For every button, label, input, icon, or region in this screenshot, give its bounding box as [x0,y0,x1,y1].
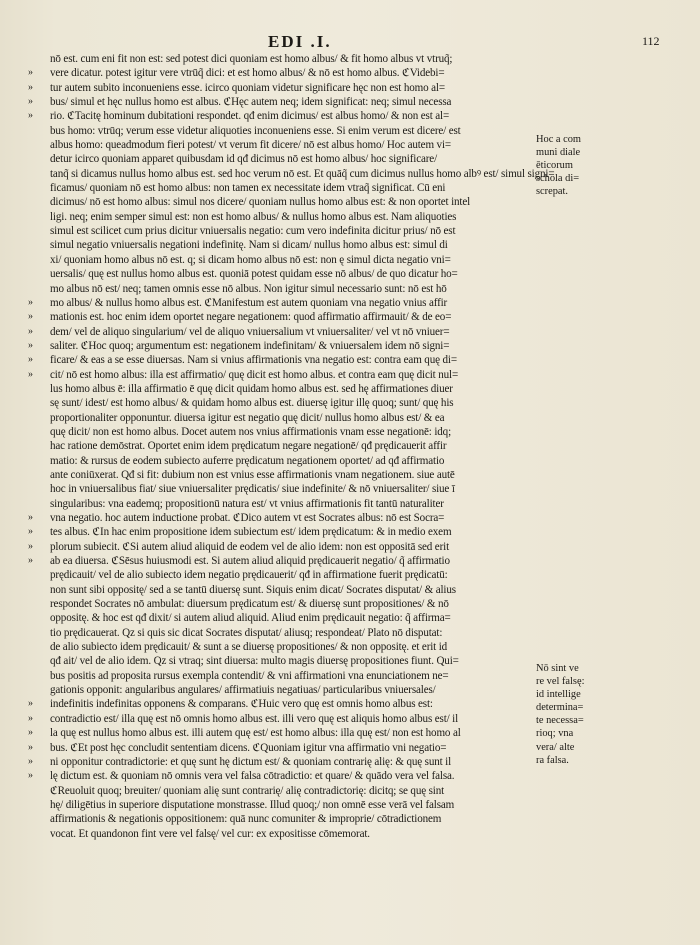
quotation-mark-glyph: » [28,555,32,567]
text-line-content: singularibus: vna eademq; propositionū natura est/ vt vnius affirmationis fit tantū naturaliter [50,497,444,510]
text-line [50,454,534,468]
text-line-content: hoc in vniuersalibus fiat/ siue vniuersaliter prędicatis/ siue indefinite/ & nō vniuersaliter/ siue ī [50,483,455,496]
text-line [50,167,555,181]
marginal-note-line: screpat. [536,186,569,198]
quotation-mark-glyph: » [28,311,32,323]
text-line [50,640,534,654]
text-line-content: qđ ait/ vel de alio idem. Qz si vtraq; sint diuersa: multo magis diuersę propositiones fiunt. Qui= [50,655,459,668]
quotation-mark-glyph: » [28,110,32,122]
text-line [28,109,534,123]
text-line-content: plorum subiecit. ℭSi autem aliud aliquid de eodem vel de alio idem: non est oppositā sed erit [50,540,449,553]
text-line [28,511,534,525]
text-line [28,296,534,310]
folio-number: 112 [642,34,660,48]
quotation-mark-glyph: » [28,741,32,753]
text-line [50,267,534,281]
running-head [0,30,700,54]
text-line [28,353,534,367]
quotation-mark-glyph: » [28,354,32,366]
text-line-content: tes albus. ℭIn hac enim propositione idem subiectum est/ idem prędicatum: & in medio exem [50,526,452,539]
quotation-mark-glyph: » [28,512,32,523]
text-line [50,425,534,439]
text-line [50,812,534,826]
marginal-note-line: ra falsa. [536,754,569,766]
marginal-note-true-false [536,662,628,767]
text-line-content: simul est scilicet cum prius dicitur vniuersalis negatio: cum vero indefinita dicitur prius/ nō est [50,225,456,238]
text-line [50,497,534,511]
text-line-content: contradictio est/ illa quę est nō omnis homo albus est. illi vero quę est aliquis homo albus est/ il [50,712,459,725]
quotation-mark-glyph: » [28,540,32,552]
text-line [28,540,534,554]
text-line [50,482,534,496]
text-line-content: matio: & rursus de eodem subiecto auferre prędicatum negationem oportet/ ad qđ affirmatio [50,454,445,467]
text-line-content: bus/ simul et hęc nullus homo est albus. ℭHęc autem neq; idem significat: neq; simul necessa [50,96,452,109]
marginal-note-line: te necessa= [536,715,584,727]
text-line [50,52,534,66]
text-line-content: indefinitis indefinitas opponens & comparans. ℭHuic vero quę est omnis homo albus est: [50,698,433,711]
marginal-note-line: id intellige [536,689,581,701]
text-line [28,325,534,339]
marginal-note-line: vera/ alte [536,741,575,753]
marginal-note-line: ēticorum [536,160,573,172]
text-line [50,210,534,224]
text-line-content: ficamus/ quoniam nō est homo albus: non tamen ex necessitate idem vtraq̃ significat. Cū eni [50,182,446,195]
text-line-content: albus homo: queadmodum fieri potest/ vt verum fit dicere/ nō est albus homo/ Hoc autem vi= [50,139,451,152]
text-line [50,583,534,597]
text-line-content: cit/ nō est homo albus: illa est affirmatio/ quę dicit est homo albus. et contra eam quę dicit nul= [50,368,459,381]
quotation-mark-glyph: » [28,770,32,782]
text-line [50,798,534,812]
text-line [50,224,534,238]
text-line [28,95,534,109]
text-line [28,66,534,80]
text-line-content: ante coniūxerat. Qđ si fit: dubium non est vnius esse affirmationis vnam negationem. siue autē [50,468,455,481]
text-line-content: vna negatio. hoc autem inductione probat. ℭDico autem vt est Socrates albus: nō est Socra= [50,512,445,524]
marginal-note-line: schola di= [536,173,580,185]
text-line-content: oppositę. & hoc est qđ dixit/ si autem aliud aliquid. Aliud enim prędicauit negatio: q̃ affirma= [50,612,451,625]
text-line [50,568,534,582]
text-line [50,282,534,296]
quotation-mark-glyph: » [28,526,32,538]
text-line-content: ℭReuoluit quoq; breuiter/ quoniam alię sunt contrarię/ alię contradictorię: dicitq; se quę sint [50,784,445,797]
text-line [28,554,534,568]
text-line [50,784,534,798]
quotation-mark-glyph: » [28,296,32,308]
marginal-note-line: rioq; vna [536,728,574,740]
text-line-content: proportionaliter opponuntur. diuersa igitur est negatio quę dicit/ nullus homo albus est/ & ea [50,411,445,424]
quotation-mark-glyph: » [28,96,32,108]
marginal-note-line: Hoc a com [536,134,582,145]
text-line [50,152,534,166]
text-line [50,411,534,425]
text-line-content: la quę est nullus homo albus est. illi autem quę est/ est homo albus: illa quę est/ non est homo al [50,727,461,740]
text-line-content: respondet Socrates nō ambulat: diuersum prędicatum est/ & diuersę sunt propositiones/ & nō [50,598,449,611]
text-line [50,253,534,267]
text-line-content: simul negatio vniuersalis negationi indefinitę. Nam si dicam/ nullus homo albus est: simul di [50,239,448,252]
text-line [28,525,534,539]
text-line-content: tio prędicauerat. Qz si quis sic dicat Socrates disputat/ aliusq; respondeat/ Plato nō disputat: [50,626,443,639]
marginal-note-dialectic [536,133,628,198]
text-line-content: mo albus/ & nullus homo albus est. ℭManifestum est autem quoniam vna negatio vnius affir [50,296,448,309]
text-line-content: mo albus nō est/ neq; tamen omnis esse nō albus. Non igitur simul necessario sunt: nō est hō [50,282,447,295]
text-line-content: dicimus/ nō est homo albus: simul nos dicere/ quoniam nullus homo albus est: & non oportet intel [50,196,471,209]
text-line [28,81,534,95]
text-line-content: rio. ℭTacitę hominum dubitationi respondet. qđ enim dicimus/ est albus homo/ & non est al= [50,110,450,123]
text-line-content: tanq̃ si dicamus nullus homo albus est. sed hoc verum nō est. Et quāq̃ cum dicimus nullus homo albꝰ est/ simul signi= [50,167,555,180]
text-line-content: tur autem subito inconueniens esse. icirco quoniam videtur significare hęc non est homo al= [50,81,445,94]
text-line-content: dem/ vel de aliquo singularium/ vel de aliquo vniuersalium vt vniuersaliter/ vel vt nō vniuer= [50,325,450,338]
text-line-content: de alio subiecto idem prędicauit/ & sunt a se diuersę propositiones/ & non oppositę. et erit id [50,641,448,654]
text-line-content: ligi. neq; enim semper simul est: non est homo albus/ & nullus homo albus est. Nam aliquoties [50,210,457,223]
text-line-content: hę/ diligētius in superiore disputatione monstrasse. Illud quoq;/ non omnē esse verā vel falsam [50,798,455,811]
text-line [50,611,534,625]
text-line-content: uersalis/ quę est nullus homo albus est. quoniā potest quidam esse nō albus/ de quo dicatur ho= [50,268,458,281]
text-line-content: lus homo albus ē: illa affirmatio ē quę dicit quidam homo albus est. sed hę affirmationes diuer [50,382,453,395]
text-line-content: lę dictum est. & quoniam nō omnis vera vel falsa cōtradictio: et quare/ & quādo vera vel falsa. [50,770,455,783]
text-line [28,712,534,726]
text-line [50,597,534,611]
text-line-content: quę dicit/ non est homo albus. Docet autem nos vnius affirmationis vnam esse negationē: idq; [50,425,452,438]
text-line-content: xi/ quoniam homo albus nō est. q; si dicam homo albus nō est: non ę simul dicta negatio vni= [50,253,451,266]
quotation-mark-glyph: » [28,368,32,380]
text-line-content: vere dicatur. potest igitur vere vtrūq̃ dici: et est homo albus/ & nō est homo albus. ℭVidebi= [50,67,445,80]
quotation-mark-glyph: » [28,698,32,710]
quotation-mark-glyph: » [28,81,32,93]
text-line-content: ni opponitur contradictorie: et quę sunt hę dictum est/ & quoniam contrarię alię: & quę sunt il [50,755,452,768]
text-line-content: bus homo: vtrūq; verum esse videtur aliquoties inconueniens esse. Si enim verum est dicere/ est [50,124,461,137]
text-line [50,195,534,209]
text-line [28,741,534,755]
text-line [50,654,534,668]
quotation-mark-glyph: » [28,727,32,739]
text-line [28,339,534,353]
text-line-content: mationis est. hoc enim idem oportet negare negationem: quod affirmatio affirmauit/ & de eo= [50,311,452,324]
marginal-note-line: re vel falsę: [536,676,585,688]
text-line [50,468,534,482]
text-line [50,396,534,410]
text-line-content: ab ea diuersa. ℭSēsus huiusmodi est. Si autem aliud aliquid prędicauerit negatio/ q̃ affirmatio [50,555,450,568]
text-line-content: ficare/ & eas a se esse diuersas. Nam si vnius affirmationis vna negatio est: contra eam quę di= [50,354,457,367]
text-line [28,368,534,382]
quotation-mark-glyph: » [28,67,32,79]
text-line [28,726,534,740]
text-line-content: detur icirco quoniam apparet quibusdam id qđ dicimus nō est homo albus/ hoc significare/ [50,153,438,166]
marginal-note-line: Nō sint ve [536,663,579,674]
text-line [28,769,534,783]
quotation-mark-glyph: » [28,325,32,337]
text-line [50,669,534,683]
text-line-content: prędicauit/ vel de alio subiecto idem negatio prędicauerit/ qđ in affirmatione fuerit prędicatū: [50,569,448,582]
text-line [50,382,534,396]
quotation-mark-glyph: » [28,339,32,351]
text-line [28,697,534,711]
marginal-note-line: muni diale [536,147,581,159]
text-line-content: affirmationis & negationis oppositionem: quā nunc comuniter & improprie/ cōtradictionem [50,813,442,826]
text-line [50,124,534,138]
text-line-content: bus. ℭEt post hęc concludit sententiam dicens. ℭQuoniam igitur vna affirmatio vni negatio= [50,741,447,754]
text-line-content: vocat. Et quandonon fint vere vel falsę/ vel cur: ex expositisse cōmemorat. [50,827,370,840]
text-line [50,439,534,453]
text-line [28,310,534,324]
page-title: EDI .I. [268,32,332,51]
text-line [50,138,534,152]
text-line-content: bus positis ad proposita rursus exempla contendit/ & vni affirmationi vna enunciationem ne= [50,669,449,682]
text-line-content: non sunt sibi oppositę/ sed a se tantū diuersę sunt. Siquis enim dicat/ Socrates disputat/ & alius [50,583,456,596]
text-line-content: saliter. ℭHoc quoq; argumentum est: negationem indefinitam/ & vniuersalem idem nō signi= [50,339,450,352]
text-line-content: hac ratione demōstrat. Oportet enim idem prędicatum negare negationē/ qđ prędicauerit affir [50,440,447,453]
quotation-mark-glyph: » [28,755,32,767]
quotation-mark-glyph: » [28,712,32,724]
text-line [50,626,534,640]
text-line-content: nō est. cum eni fit non est: sed potest dici quoniam est homo albus/ & fit homo albus vt vtruq̃; [50,53,453,65]
marginal-note-line: determina= [536,702,584,714]
text-line-content: gationis opponit: angularibus angulares/ affirmatiuis negatiuas/ particularibus vniuersales/ [50,684,436,697]
text-line [28,755,534,769]
text-line [50,683,534,697]
text-line [50,181,534,195]
text-line [50,238,534,252]
text-line [50,827,534,841]
text-line-content: sę sunt/ idest/ est homo albus/ & quidam homo albus est. diuersę igitur illę quoq; sunt/ quę his [50,397,454,410]
